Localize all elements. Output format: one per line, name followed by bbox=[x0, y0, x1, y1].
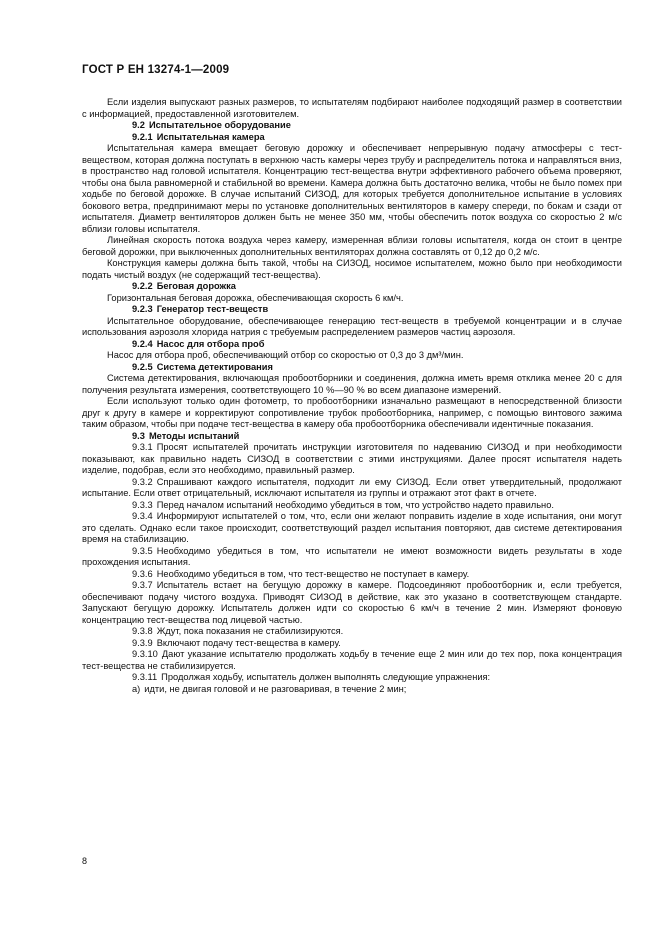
body-paragraph bbox=[82, 293, 622, 305]
paragraph-text: Необходимо убедиться в том, что тест-вещество не поступает в камеру. bbox=[156, 568, 470, 579]
paragraph-text: Продолжая ходьбу, испытатель должен выполнять следующие упражнения: bbox=[161, 672, 491, 682]
section-heading bbox=[82, 304, 622, 316]
numbered-paragraph bbox=[82, 626, 622, 638]
paragraph-number: 9.2.3 bbox=[132, 304, 153, 314]
paragraph-number: 9.3.4 bbox=[132, 511, 153, 521]
numbered-paragraph bbox=[82, 580, 622, 626]
paragraph-number: 9.3.2 bbox=[132, 476, 153, 487]
paragraph-text: Просят испытателей прочитать инструкции изготовителя по надеванию СИЗОД и при необходимости показывают, как правильно надеть СИЗОД в соответствии с этими инструкциями. Далее просят испытателя надеть изделие, подобрав, если это необходимо, правильный размер. bbox=[82, 442, 622, 475]
section-heading bbox=[82, 431, 622, 443]
numbered-paragraph bbox=[82, 569, 622, 581]
paragraph-text: Включают подачу тест-вещества в камеру. bbox=[156, 637, 341, 648]
body-paragraph bbox=[82, 235, 622, 258]
paragraph-number: 9.3.1 bbox=[132, 442, 153, 452]
numbered-paragraph bbox=[82, 684, 622, 696]
paragraph-number: 9.3.11 bbox=[132, 672, 158, 682]
paragraph-text: Испытательное оборудование, обеспечивающее генерацию тест-веществ в требуемой концентрации и в случае использования аэрозоля хлорида натрия с требуемым распределением размеров частиц аэрозоля. bbox=[82, 315, 622, 337]
paragraph-text: Испытательная камера bbox=[156, 131, 265, 142]
paragraph-text: Методы испытаний bbox=[148, 430, 240, 441]
paragraph-text: идти, не двигая головой и не разговаривая, в течение 2 мин; bbox=[144, 683, 407, 694]
body-paragraph bbox=[82, 396, 622, 431]
paragraph-text: Если изделия выпускают разных размеров, то испытателям подбирают наиболее подходящий размер в соответствии с информацией, предоставленной изготовителем. bbox=[82, 97, 622, 119]
paragraph-number: 9.3.6 bbox=[132, 568, 153, 579]
numbered-paragraph bbox=[82, 500, 622, 512]
numbered-paragraph bbox=[82, 477, 622, 500]
paragraph-number: 9.2.4 bbox=[132, 338, 153, 349]
paragraph-number: а) bbox=[132, 683, 141, 694]
body-paragraph bbox=[82, 316, 622, 339]
section-heading bbox=[82, 339, 622, 351]
document-header: ГОСТ Р ЕН 13274-1—2009 bbox=[82, 64, 230, 76]
paragraph-number: 9.3.9 bbox=[132, 637, 153, 648]
paragraph-text: Перед началом испытаний необходимо убедиться в том, что устройство надето правильно. bbox=[156, 499, 554, 510]
numbered-paragraph bbox=[82, 672, 622, 684]
paragraph-text: Система детектирования, включающая пробоотборники и соединения, должна иметь время отклика менее 20 с для получения результата измерения, соответствующего 10 %—90 % во всем диапазоне измерений. bbox=[82, 373, 622, 395]
body-paragraph bbox=[82, 143, 622, 235]
paragraph-number: 9.2.5 bbox=[132, 361, 153, 372]
paragraph-text: Ждут, пока показания не стабилизируются. bbox=[156, 626, 344, 636]
paragraph-text: Информируют испытателей о том, что, если они желают поправить изделие в ходе испытания, они могут это сделать. Однако если такое происходит, соответствующий раздел испытания повторяют, дав системе детектирования время на стабилизацию. bbox=[82, 511, 622, 544]
paragraph-text: Система детектирования bbox=[156, 361, 273, 372]
section-heading bbox=[82, 281, 622, 293]
paragraph-text: Необходимо убедиться в том, что испытатели не имеют возможности видеть результаты в ходе прохождения испытания. bbox=[82, 545, 622, 567]
paragraph-number: 9.3.5 bbox=[132, 545, 153, 556]
paragraph-text: Испытатель встает на бегущую дорожку в камере. Подсоединяют пробоотборник и, если требуется, обеспечивают подачу чистого воздуха. Приводят СИЗОД в действие, как это указано в соответствующем стандарте. Запускают бегущую дорожку. Испытатель должен идти со скоростью 6 км/ч в течение 2 мин. Измеряют фоновую концентрацию тест-вещества под лицевой частью. bbox=[82, 580, 622, 625]
section-heading bbox=[82, 120, 622, 132]
paragraph-text: Испытательное оборудование bbox=[148, 120, 291, 130]
section-heading bbox=[82, 362, 622, 374]
paragraph-text: Конструкция камеры должна быть такой, чтобы на СИЗОД, носимое испытателем, можно было при необходимости подать чистый воздух (не содержащий тест-вещества). bbox=[82, 258, 622, 280]
section-heading bbox=[82, 132, 622, 144]
numbered-paragraph bbox=[82, 638, 622, 650]
page-number: 8 bbox=[82, 856, 88, 866]
paragraph-number: 9.3.7 bbox=[132, 580, 153, 590]
paragraph-text: Насос для отбора проб, обеспечивающий отбор со скоростью от 0,3 до 3 дм³/мин. bbox=[107, 350, 464, 360]
paragraph-text: Дают указание испытателю продолжать ходьбу в течение еще 2 мин или до тех пор, пока концентрация тест-вещества не стабилизируется. bbox=[82, 649, 622, 671]
paragraph-number: 9.2.1 bbox=[132, 131, 153, 142]
document-body bbox=[82, 97, 622, 695]
body-paragraph bbox=[82, 258, 622, 281]
body-paragraph bbox=[82, 350, 622, 362]
paragraph-number: 9.3.8 bbox=[132, 626, 153, 636]
paragraph-text: Генератор тест-веществ bbox=[156, 304, 269, 314]
body-paragraph bbox=[82, 373, 622, 396]
paragraph-number: 9.3.10 bbox=[132, 649, 158, 659]
paragraph-number: 9.2.2 bbox=[132, 281, 153, 291]
numbered-paragraph bbox=[82, 442, 622, 477]
numbered-paragraph bbox=[82, 546, 622, 569]
paragraph-number: 9.2 bbox=[132, 120, 145, 130]
paragraph-text: Испытательная камера вмещает беговую дорожку и обеспечивает непрерывную подачу атмосферы с тест-веществом, которая должна поступать в верхнюю часть камеры через трубу и распределитель потока и направляться вниз, в пространство над головой испытателя. Концентрацию тест-вещества внутри эффективного рабочего объема проверяют, чтобы она была равномерной и стабильной во времени. Камера должна быть достаточно велика, чтобы не было помех при ходьбе по беговой дорожке. В случае испытаний СИЗОД, для которых требуется дополнительное испытание в условиях бокового ветра, предпринимают меры по установке дополнительных вентиляторов в камеру спереди, по бокам и сзади от испытателя. Диаметр вентиляторов должен быть не менее 350 мм, чтобы обеспечить поток воздуха со скоростью 2 м/с вблизи головы испытателя. bbox=[82, 143, 622, 234]
paragraph-text: Беговая дорожка bbox=[156, 281, 236, 291]
paragraph-text: Насос для отбора проб bbox=[156, 338, 265, 349]
paragraph-text: Если используют только один фотометр, то пробоотборники изначально размещают в непосредственной близости друг к другу в камере и корректируют сопротивление трубок пробоотборника, например, с помощью винтового зажима таким образом, чтобы при подаче тест-вещества в камеру оба пробоотборника обеспечивали идентичные показания. bbox=[82, 396, 622, 429]
numbered-paragraph bbox=[82, 511, 622, 546]
paragraph-text: Спрашивают каждого испытателя, подходит ли ему СИЗОД. Если ответ утвердительный, продолжают испытание. Если ответ отрицательный, исключают испытателя из группы и отражают этот факт в отчете. bbox=[82, 476, 622, 498]
paragraph-number: 9.3.3 bbox=[132, 499, 153, 510]
paragraph-number: 9.3 bbox=[132, 430, 145, 441]
paragraph-text: Линейная скорость потока воздуха через камеру, измеренная вблизи головы испытателя, когда он стоит в центре беговой дорожки, при выключенных дополнительных вентиляторах должна составлять от 0,12 до 0,2 м/с. bbox=[82, 235, 622, 257]
paragraph-text: Горизонтальная беговая дорожка, обеспечивающая скорость 6 км/ч. bbox=[107, 292, 404, 303]
numbered-paragraph bbox=[82, 649, 622, 672]
body-paragraph bbox=[82, 97, 622, 120]
